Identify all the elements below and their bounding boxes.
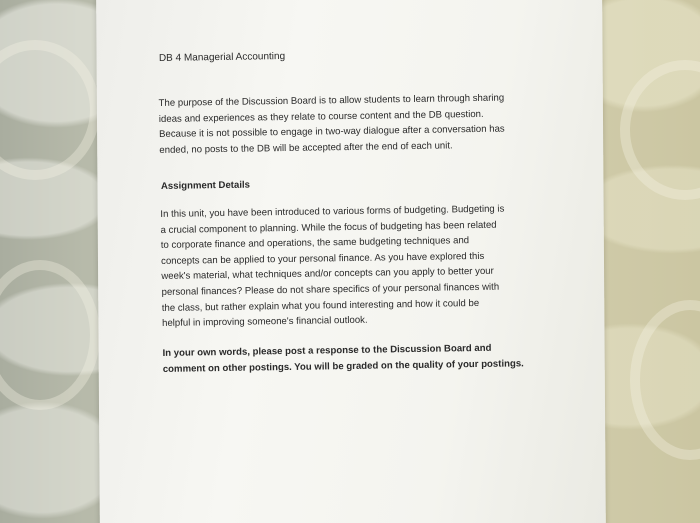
intro-line: ended, no posts to the DB will be accepted after the end of each unit. xyxy=(159,140,453,156)
wallpaper-pattern xyxy=(630,300,700,460)
wallpaper-pattern xyxy=(0,40,100,180)
wallpaper-pattern xyxy=(620,60,700,200)
document-title: DB 4 Managerial Accounting xyxy=(158,50,286,64)
assignment-paragraph xyxy=(160,202,506,332)
intro-paragraph xyxy=(159,91,506,159)
instruction-line: In your own words, please post a response to the Discussion Board and xyxy=(162,342,492,359)
assignment-line: In this unit, you have been introduced to various forms of budgeting. Budgeting is xyxy=(160,203,505,220)
wallpaper-pattern xyxy=(0,260,100,410)
assignment-line: concepts can be applied to your personal finance. As you have explored this xyxy=(161,250,485,267)
assignment-line: a crucial component to planning. While the focus of budgeting has been related xyxy=(160,219,497,236)
instruction-line: comment on other postings. You will be graded on the quality of your postings. xyxy=(162,357,524,375)
assignment-line: week's material, what techniques and/or concepts can you apply to better your xyxy=(161,266,494,283)
assignment-line: personal finances? Please do not share specifics of your personal finances with xyxy=(161,281,500,298)
assignment-line: to corporate finance and operations, the same budgeting techniques and xyxy=(160,235,470,252)
intro-line: ideas and experiences as they relate to course content and the DB question. xyxy=(158,108,484,125)
intro-line: The purpose of the Discussion Board is to allow students to learn through sharing xyxy=(158,92,505,109)
instruction-paragraph xyxy=(162,340,523,377)
intro-line: Because it is not possible to engage in two-way dialogue after a conversation has xyxy=(159,123,505,141)
assignment-line: the class, but rather explain what you found interesting and how it could be xyxy=(161,297,480,314)
section-heading: Assignment Details xyxy=(160,179,251,192)
assignment-line: helpful in improving someone's financial outlook. xyxy=(161,314,368,330)
